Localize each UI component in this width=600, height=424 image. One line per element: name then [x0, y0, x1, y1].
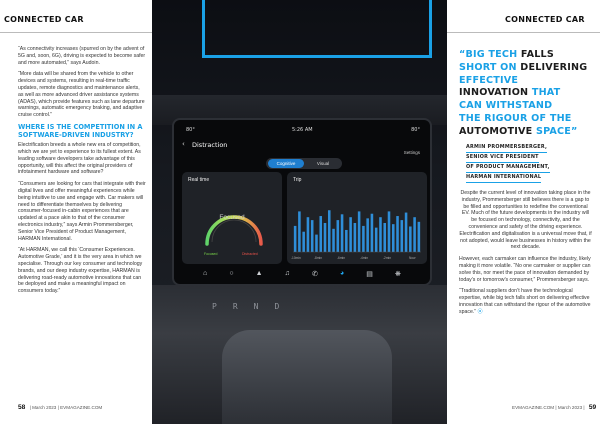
trip-bar [345, 230, 348, 252]
paragraph: “More data will be shared from the vehicle to other devices and systems, resulting in real-time traffic updates, remote diagnostics and maintenance alerts, as well as more advanced driver assistance systems (ADAS), which provide features such as lane departure warnings, automatic emergency braking, and adaptive cruise control.” [18, 71, 145, 119]
quote-fragment: EFFECTIVE [459, 74, 519, 86]
toggle-inactive: Visual [316, 161, 330, 166]
trip-axis-label: -6min [337, 256, 345, 260]
section-label: CONNECTED CAR [505, 15, 585, 24]
trip-bar [375, 228, 378, 252]
quote-fragment: SPACE” [535, 125, 578, 137]
left-column-text [18, 46, 146, 300]
paragraph: However, each carmaker can influence the industry, likely making it more volatile. “No one carmaker or supplier can solve this, nor meet the pace of innovation demanded by today’s or tomorrow’s consumer,” Prommersberger says. [459, 256, 591, 283]
header-rule [0, 32, 152, 33]
trip-bar [358, 211, 361, 252]
trip-bar [307, 217, 310, 252]
footer-left [18, 404, 102, 411]
settings-label: Settings [403, 150, 420, 155]
trip-bar [409, 226, 412, 252]
trip-card [287, 172, 427, 264]
quote-fragment: “BIG TECH [459, 49, 518, 60]
quote-fragment: DELIVERING [516, 61, 588, 73]
page-number: 59 [588, 404, 597, 411]
trip-bar [354, 223, 357, 252]
trip-bar [396, 216, 399, 252]
trip-bar [413, 217, 416, 252]
temp-left: 80° [186, 127, 195, 133]
trip-bar [371, 214, 374, 252]
mode-toggle [266, 158, 342, 169]
trip-bar [294, 226, 297, 252]
byline-line: ARMIN PROMMERSBERGER, [466, 143, 547, 153]
byline-line: HARMAN INTERNATIONAL [466, 173, 541, 183]
trip-axis-label: -4min [360, 256, 368, 260]
trip-bar [341, 214, 344, 252]
gauge-right-label: Distracted [242, 252, 258, 256]
trip-axis-label: -8min [314, 256, 322, 260]
byline [466, 143, 578, 183]
footer-right [512, 404, 599, 411]
paragraph: “Consumers are looking for cars that integrate with their digital lives and offer meaningful experiences while being intuitive to use and engage with. Car makers will need to differentiate themselves by delivering consumer-focused in-cabin experiences that are updated at a pace akin to that of the consumer electronics industry,” says Armin Prommersberger, Senior Vice President of Product Management, HARMAN International. [18, 181, 146, 242]
trip-bar [392, 224, 395, 252]
car-interior-photo [152, 0, 447, 424]
quote-fragment: INNOVATION [459, 87, 532, 99]
trip-axis-label: Now [409, 256, 416, 260]
byline-line: OF PRODUCT MANAGEMENT, [466, 163, 550, 173]
gear-letter: D [274, 302, 282, 311]
gear-letter: R [232, 302, 240, 311]
gear-letter: N [253, 302, 261, 311]
trip-bar [302, 232, 305, 252]
screen-title: Distraction [192, 141, 228, 149]
issue-date: | March 2023 | [555, 405, 585, 410]
music-icon: ♫ [284, 270, 290, 277]
screen-nav-bar [174, 270, 430, 278]
fan-icon: ❋ [394, 271, 401, 278]
byline-line: SENIOR VICE PRESIDENT [466, 153, 539, 163]
trip-bar [401, 220, 404, 252]
trip-axis-label: -10min [291, 256, 301, 260]
home-icon: ⌂ [203, 270, 208, 277]
trip-bar [379, 217, 382, 252]
trip-axis-label: -2min [383, 256, 391, 260]
trip-bar [418, 222, 421, 252]
trip-bar [298, 211, 301, 252]
trip-bar [405, 213, 408, 252]
trip-bar [366, 218, 369, 252]
gauge-state: Focused [219, 214, 245, 221]
quote-fragment: THE RIGOUR OF THE [459, 112, 572, 124]
pull-quote [459, 49, 599, 139]
paragraph: Electrification breeds a whole new era of competition, which we are yet to experience to its fullest extent. As leading software developers take advantage of this opportunity, will this affect the original providers of infotainment hardware and software? [18, 142, 141, 176]
decorative-frame [202, 0, 432, 58]
center-console [222, 330, 392, 424]
trip-bar [388, 211, 391, 252]
trip-bar [349, 217, 352, 252]
navigation-icon: ▲ [255, 270, 263, 277]
end-mark-icon: ⦿ [477, 308, 483, 315]
back-icon: ‹ [182, 140, 185, 148]
paragraph: “At HARMAN, we call this ‘Consumer Experiences. Automotive Grade,’ and it is the very area in which we specialise. Through our key consumer and technology brands, and our deep industry expertise, HARMAN is delivering road-ready automotive innovations that can be deployed and make a meaningful impact on consumers today.” [18, 247, 143, 295]
trip-bar [324, 223, 327, 252]
gear-selector [212, 302, 332, 311]
trip-bar [315, 235, 318, 252]
clock: 5:26 AM [292, 127, 313, 133]
trip-bar [362, 226, 365, 252]
realtime-label: Real time [188, 177, 210, 183]
gauge-icon: ◕ [339, 270, 345, 277]
quote-fragment: FALLS [517, 49, 554, 60]
site-name: EVMAGAZINE.COM [60, 405, 103, 410]
page-number: 58 [18, 404, 26, 411]
paragraph: “Traditional suppliers don’t have the technological expertise, while big tech falls short on delivering effective innovation that can withstand the rigour of the automotive space.” [459, 288, 591, 315]
infotainment-screen [172, 118, 432, 286]
quote-fragment: THAT [531, 87, 561, 99]
trip-bar [337, 220, 340, 252]
gauge-left-label: Focused [204, 252, 218, 256]
quote-fragment: CAN WITHSTAND [459, 100, 553, 112]
trip-bar [328, 210, 331, 252]
trip-bar [319, 216, 322, 252]
site-name: EVMAGAZINE.COM [512, 405, 555, 410]
trip-bar [383, 223, 386, 252]
realtime-card [182, 172, 282, 264]
car-icon: ▤ [366, 271, 373, 278]
toggle-active: Cognitive [268, 159, 304, 168]
right-column-text [459, 190, 592, 321]
phone-icon: ✆ [312, 271, 318, 278]
paragraph: “As connectivity increases (spurred on by the advent of 5G and, soon, 6G), driving is expected to become safer and more automated,” says Audoin. [18, 46, 146, 66]
issue-date: | March 2023 | [29, 405, 59, 410]
temp-right: 80° [411, 127, 420, 133]
trip-bar [311, 220, 314, 252]
trip-bar [332, 229, 335, 252]
header-rule [447, 32, 600, 33]
circle-icon: ○ [229, 270, 234, 277]
left-page [0, 0, 152, 424]
quote-fragment: SHORT ON [459, 61, 517, 73]
quote-fragment: AUTOMOTIVE [459, 125, 536, 137]
gear-letter: P [212, 302, 219, 311]
section-label: CONNECTED CAR [4, 15, 84, 24]
trip-label: Trip [293, 177, 302, 183]
trip-chart [287, 172, 427, 264]
paragraph: Despite the current level of innovation taking place in the industry, Prommersberger still believes there is a gap to be filled and opportunities to redefine the conventional EV. Much of the future developments in the industry will be focused on technology, connectivity, and the convenience and safety of the driving experience. Electrification and digitalisation is a universal move that, if not adopted, would leave businesses in history within the next decade. [459, 190, 592, 251]
subheading: WHERE IS THE COMPETITION IN A SOFTWARE-DRIVEN INDUSTRY? [18, 122, 143, 139]
